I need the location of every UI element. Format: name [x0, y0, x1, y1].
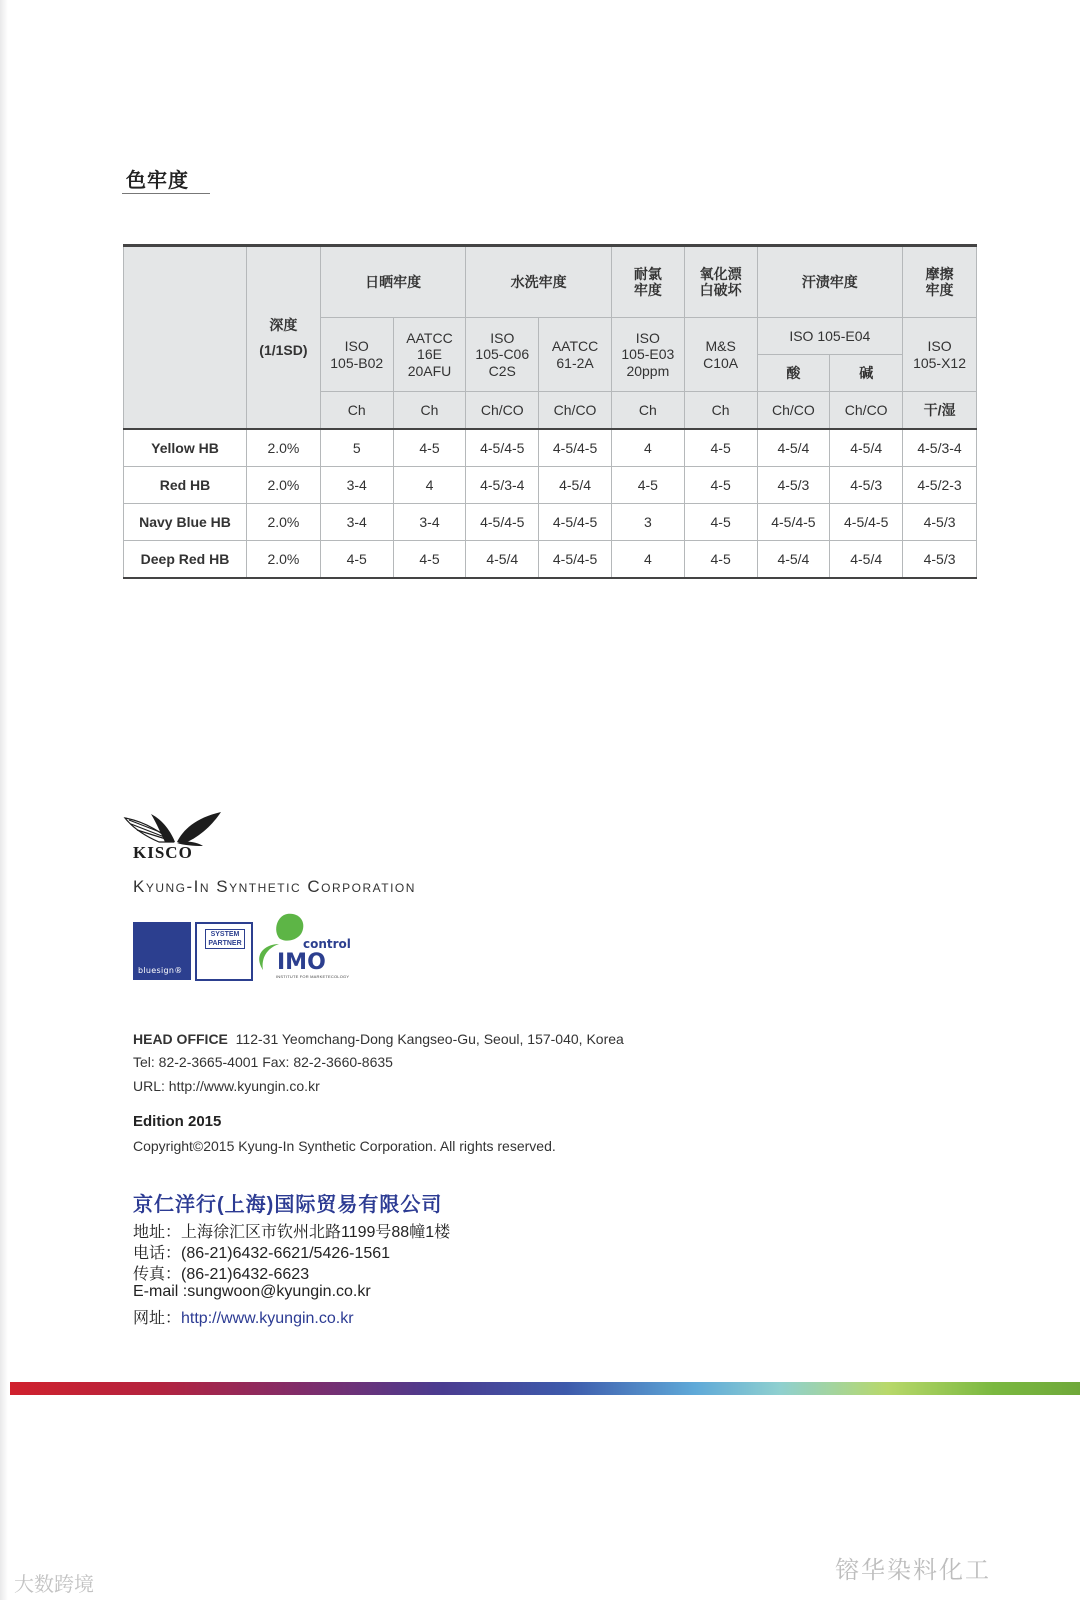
std-line: 105-X12: [913, 354, 966, 371]
unit-cell: Ch: [611, 392, 684, 430]
std-line: AATCC: [551, 338, 599, 355]
row-dye-name: Navy Blue HB: [124, 504, 247, 541]
table-cell: 4-5/4: [830, 429, 903, 467]
chlorine-label-1: 耐氯: [633, 265, 662, 282]
std-line: ISO: [344, 338, 369, 355]
std-iso-105-b02: [320, 318, 393, 392]
table-cell: 4-5/3-4: [903, 429, 977, 467]
chlorine-fastness-header: [611, 246, 684, 318]
table-cell: 4-5: [393, 429, 466, 467]
bluesign-label: bluesign®: [138, 966, 183, 975]
std-line: C2S: [488, 362, 516, 379]
imo-label: IMO: [277, 950, 326, 975]
table-cell: 3: [611, 504, 684, 541]
table-cell: 4-5: [684, 467, 757, 504]
chlorine-label-2: 牢度: [633, 282, 662, 298]
row-dye-name: Red HB: [124, 467, 247, 504]
table-cell: 4-5/2-3: [903, 467, 977, 504]
copyright-line: Copyright©2015 Kyung-In Synthetic Corporation. All rights reserved.: [133, 1138, 556, 1154]
depth-unit: (1/1SD): [259, 341, 308, 358]
table-cell: 4-5/4: [757, 541, 830, 579]
std-line: 105-B02: [330, 354, 384, 371]
table-cell: 2.0%: [247, 541, 321, 579]
std-aatcc-61-2a: [539, 318, 612, 392]
table-cell: 4: [611, 541, 684, 579]
system-partner-badge: [195, 922, 253, 981]
table-cell: 3-4: [320, 504, 393, 541]
row-header-corner: [124, 246, 247, 430]
std-line: ISO: [490, 330, 515, 347]
unit-cell: Ch: [320, 392, 393, 430]
table-cell: 4-5/4-5: [466, 429, 539, 467]
rub-label-2: 牢度: [925, 282, 954, 298]
url-line: URL: http://www.kyungin.co.kr: [133, 1078, 320, 1094]
table-cell: 2.0%: [247, 504, 321, 541]
table-cell: 5: [320, 429, 393, 467]
std-line: ISO: [927, 338, 952, 355]
china-office-email: E-mail :sungwoon@kyungin.co.kr: [133, 1283, 371, 1300]
depth-header: [247, 246, 321, 430]
head-office-address: 112-31 Yeomchang-Dong Kangseo-Gu, Seoul, 157-040, Korea: [235, 1031, 624, 1047]
table-cell: 2.0%: [247, 429, 321, 467]
std-line: 20AFU: [407, 362, 452, 379]
std-iso-105-c06: [466, 318, 539, 392]
page-edge-shadow: [0, 0, 8, 1600]
kisco-butterfly-logo: [123, 812, 227, 846]
table-row: [124, 467, 977, 504]
table-cell: 4-5/4: [466, 541, 539, 579]
kisco-wordmark: KISCO: [133, 843, 193, 862]
std-line: 105-E03: [621, 346, 675, 363]
tel-fax-line: Tel: 82-2-3665-4001 Fax: 82-2-3660-8635: [133, 1054, 393, 1070]
perspiration-fastness-header: 汗渍牢度: [757, 246, 903, 318]
alkali-header: 碱: [830, 355, 903, 392]
rub-label-1: 摩擦: [925, 265, 954, 282]
china-office-phone: 电话：(86-21)6432-6621/5426-1561: [133, 1245, 391, 1262]
china-office-web: [133, 1305, 354, 1328]
table-cell: 4-5: [684, 429, 757, 467]
std-line: C10A: [703, 354, 739, 371]
china-office-address: 地址：上海徐汇区市钦州北路1199号88幢1楼: [133, 1224, 451, 1241]
std-line: ISO: [635, 330, 660, 347]
table-cell: 4-5/3-4: [466, 467, 539, 504]
table-cell: 4-5/3: [903, 504, 977, 541]
table-cell: 4-5/4: [539, 467, 612, 504]
system-partner-label: SYSTEM PARTNER: [205, 929, 245, 949]
table-cell: 4-5/3: [830, 467, 903, 504]
rainbow-stripe: [10, 1382, 1080, 1395]
unit-cell: Ch: [393, 392, 466, 430]
bluesign-badge: [133, 922, 191, 980]
head-office-line: [133, 1031, 624, 1047]
unit-cell: Ch/CO: [757, 392, 830, 430]
table-cell: 3-4: [393, 504, 466, 541]
table-cell: 4-5: [684, 541, 757, 579]
acid-header: 酸: [757, 355, 830, 392]
corporation-name: Kyung-In Synthetic Corporation: [133, 877, 416, 896]
wash-fastness-header: 水洗牢度: [466, 246, 612, 318]
depth-label: 深度: [269, 317, 298, 334]
table-cell: 4-5/4: [830, 541, 903, 579]
web-link[interactable]: http://www.kyungin.co.kr: [181, 1310, 354, 1327]
std-aatcc-16e: [393, 318, 466, 392]
unit-cell: Ch: [684, 392, 757, 430]
ox-label-2: 白破坏: [699, 282, 742, 298]
rubbing-fastness-header: [903, 246, 977, 318]
table-body: [124, 429, 977, 578]
color-fastness-table: [123, 244, 977, 579]
table-cell: 4-5/4-5: [466, 504, 539, 541]
table-cell: 4-5/4-5: [830, 504, 903, 541]
std-line: 20ppm: [626, 362, 670, 379]
table-cell: 4-5/4: [757, 429, 830, 467]
section-title: 色牢度: [126, 170, 189, 192]
table-row: [124, 429, 977, 467]
unit-cell: 干/湿: [903, 392, 977, 430]
unit-cell: Ch/CO: [466, 392, 539, 430]
edition-line: Edition 2015: [133, 1113, 222, 1130]
table-cell: 4-5: [393, 541, 466, 579]
row-dye-name: Deep Red HB: [124, 541, 247, 579]
china-office-name: 京仁洋行(上海)国际贸易有限公司: [133, 1194, 443, 1216]
table-row: [124, 504, 977, 541]
unit-cell: Ch/CO: [830, 392, 903, 430]
table-cell: 3-4: [320, 467, 393, 504]
table-cell: 4-5/3: [757, 467, 830, 504]
std-iso-105-e04: ISO 105-E04: [757, 318, 903, 355]
std-line: 16E: [417, 346, 442, 363]
table-cell: 4-5: [320, 541, 393, 579]
web-label: 网址：: [133, 1310, 182, 1327]
table-cell: 4-5/4-5: [539, 504, 612, 541]
table-cell: 4-5/3: [903, 541, 977, 579]
std-iso-105-e03: [611, 318, 684, 392]
table-cell: 4: [611, 429, 684, 467]
table-cell: 4-5/4-5: [539, 429, 612, 467]
ox-label-1: 氧化漂: [699, 265, 742, 282]
imo-subtitle: INSTITUTE FOR MARKETECOLOGY: [276, 974, 350, 979]
section-title-underline: [122, 193, 210, 194]
table-cell: 4-5/4-5: [539, 541, 612, 579]
table-cell: 2.0%: [247, 467, 321, 504]
watermark-left: 大数跨境: [14, 1574, 94, 1596]
imo-control-label: control: [303, 937, 351, 951]
unit-cell: Ch/CO: [539, 392, 612, 430]
oxidative-bleach-header: [684, 246, 757, 318]
table-cell: 4: [393, 467, 466, 504]
table-cell: 4-5/4-5: [757, 504, 830, 541]
std-line: 105-C06: [475, 346, 530, 363]
table-cell: 4-5: [684, 504, 757, 541]
china-office-fax: 传真：(86-21)6432-6623: [133, 1266, 310, 1283]
table-row: [124, 541, 977, 579]
table-cell: 4-5: [611, 467, 684, 504]
std-line: AATCC: [406, 330, 453, 347]
std-line: M&S: [705, 338, 736, 355]
row-dye-name: Yellow HB: [124, 429, 247, 467]
std-ms-c10a: [684, 318, 757, 392]
head-office-label: HEAD OFFICE: [133, 1031, 228, 1047]
watermark-right: 镕华染料化工: [835, 1557, 991, 1584]
light-fastness-header: 日晒牢度: [320, 246, 466, 318]
std-iso-105-x12: [903, 318, 977, 392]
std-line: 61-2A: [556, 354, 594, 371]
